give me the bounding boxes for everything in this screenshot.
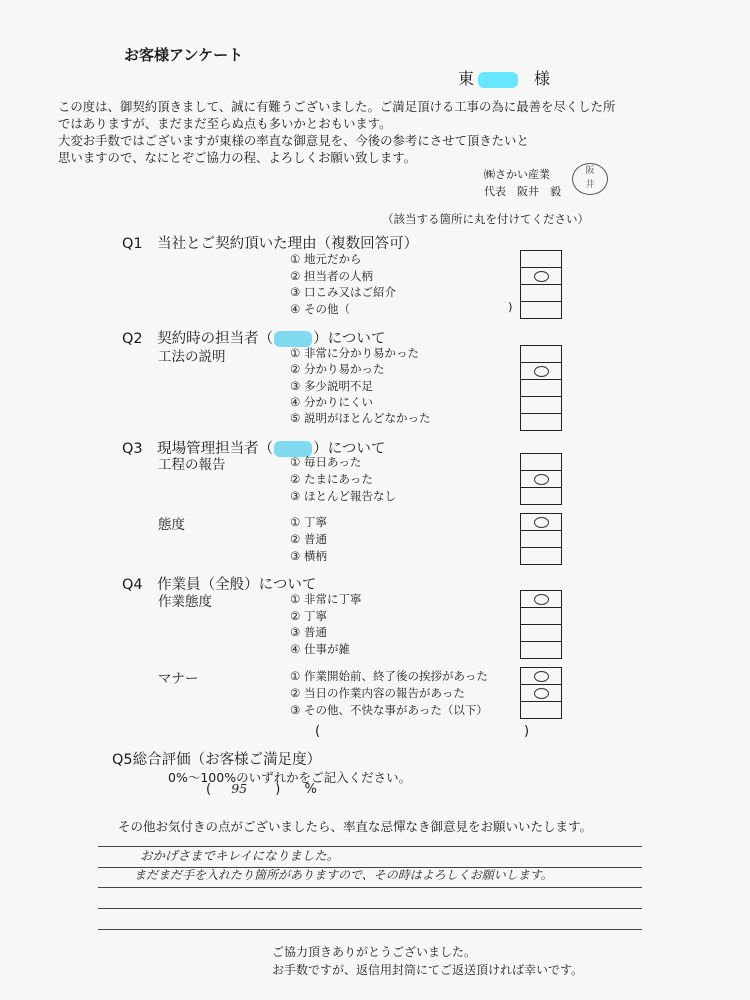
answer-cell[interactable] (521, 268, 561, 285)
answer-cell[interactable] (521, 346, 561, 363)
intro-paragraph (58, 98, 615, 166)
q4-manner-answer-box (520, 667, 562, 719)
q2-options (290, 345, 430, 426)
comment-line (98, 908, 642, 909)
q4-options-manner (290, 668, 488, 719)
q4-subheading-work: 作業態度 (158, 594, 212, 610)
handwritten-comment[interactable]: おかげさまでキレイになりました。 (140, 848, 340, 863)
answer-cell[interactable] (521, 685, 561, 702)
company-name: ㈱さかい産業 (484, 168, 550, 181)
q3-heading-part: Q3 現場管理担当者（ (122, 441, 274, 457)
comment-line (98, 929, 642, 930)
q4-heading: Q4 作業員（全般）について (122, 577, 317, 593)
answer-cell[interactable] (521, 414, 561, 430)
q1-option: ③ 口こみ又はご紹介 (290, 285, 396, 299)
circle-mark (534, 271, 549, 282)
answer-cell[interactable] (521, 397, 561, 414)
q2-subheading: 工法の説明 (158, 349, 226, 365)
q3-option: ② たまにあった (290, 472, 373, 486)
q5-answer (206, 781, 317, 797)
answer-cell[interactable] (521, 380, 561, 397)
q4-option: ④ 仕事が雑 (290, 641, 350, 656)
q4-option: ③ その他、不快な事があった（以下） (290, 703, 488, 717)
comments-prompt: その他お気付きの点がございましたら、率直な忌憚なき御意見をお願いいたします。 (118, 819, 593, 834)
q2-option: ⑤ 説明がほとんどなかった (290, 411, 431, 426)
recipient-line (458, 66, 550, 89)
answer-cell[interactable] (521, 625, 561, 642)
q4-option: ② 丁寧 (290, 608, 327, 623)
redacted-name (478, 72, 518, 88)
footer-thanks: ご協力頂きありがとうございました。 (272, 945, 477, 959)
circle-mark (534, 517, 549, 528)
circle-mark (534, 688, 549, 699)
answer-cell[interactable] (521, 591, 561, 608)
q3-subheading-progress: 工程の報告 (158, 457, 226, 473)
q4-option: ① 作業開始前、終了後の挨拶があった (290, 669, 488, 683)
intro-line: この度は、御契約頂きまして、誠に有難うございました。ご満足頂ける工事の為に最善を尽くした所 (58, 99, 616, 114)
answer-cell[interactable] (521, 531, 561, 548)
q3-option: ① 毎日あった (290, 455, 362, 469)
q5-value[interactable]: 95 (231, 781, 248, 796)
answer-cell[interactable] (521, 471, 561, 488)
intro-line: 大変お手数ではございますが東様の率直な御意見を、今後の参考にさせて頂きたいと (58, 133, 529, 148)
q5-paren-open: ( (206, 782, 212, 797)
q1-options (290, 251, 396, 317)
q4-work-answer-box (520, 590, 562, 659)
q5-paren-close: ) (275, 782, 281, 797)
answer-cell[interactable] (521, 702, 561, 718)
q3-option: ③ 横柄 (290, 549, 327, 563)
q4-option: ③ 普通 (290, 625, 327, 639)
q3-progress-answer-box (520, 453, 562, 505)
q2-option: ② 分かり易かった (290, 362, 385, 377)
q1-option: ④ その他（ (290, 301, 350, 316)
q3-options-attitude (290, 514, 327, 565)
q5-heading: Q5総合評価（お客様ご満足度） (112, 752, 322, 768)
instruction-note: （該当する箇所に丸を付けてください） (382, 212, 589, 226)
q5-instruction: 0%～100%のいずれかをご記入ください。 (168, 770, 412, 785)
intro-line: ではありますが、まだまだ至らぬ点も多いかとおもいます。 (58, 116, 392, 131)
company-seal-stamp: 阪 井 (572, 163, 608, 195)
circle-mark (534, 474, 549, 485)
answer-cell[interactable] (521, 514, 561, 531)
q4-subheading-manner: マナー (158, 671, 199, 687)
answer-cell[interactable] (521, 488, 561, 504)
company-representative: 代表 阪井 毅 (484, 185, 561, 198)
q2-option: ③ 多少説明不足 (290, 378, 373, 393)
q3-options-progress (290, 454, 396, 505)
q1-paren-close: ) (508, 300, 513, 314)
q2-heading-part: Q2 契約時の担当者（ (122, 331, 274, 347)
answer-cell[interactable] (521, 454, 561, 471)
q4-options-work (290, 591, 361, 657)
circle-mark (534, 366, 549, 377)
q1-heading: Q1 当社とご契約頂いた理由（複数回答可） (122, 236, 419, 252)
handwritten-comment[interactable]: まだまだ手を入れたり箇所がありますので、その時はよろしくお願いします。 (134, 868, 553, 882)
q4-other-paren-close: ) (524, 724, 530, 739)
circle-mark (534, 594, 549, 605)
q3-option: ③ ほとんど報告なし (290, 489, 396, 503)
q5-unit: % (304, 782, 317, 797)
recipient-prefix: 東 (458, 69, 475, 88)
answer-cell[interactable] (521, 251, 561, 268)
intro-line: 思いますので、なにとぞご協力の程、よろしくお願い致します。 (58, 150, 417, 165)
q2-option: ① 非常に分かり易かった (290, 346, 419, 360)
answer-cell[interactable] (521, 642, 561, 658)
company-block (484, 166, 561, 200)
answer-cell[interactable] (521, 668, 561, 685)
q3-heading-part: ）について (313, 441, 386, 457)
q1-option: ① 地元だから (290, 252, 362, 266)
answer-cell[interactable] (521, 285, 561, 302)
q1-option: ② 担当者の人柄 (290, 268, 373, 283)
q2-option: ④ 分かりにくい (290, 394, 373, 409)
q4-option: ① 非常に丁寧 (290, 592, 362, 606)
q3-subheading-attitude: 態度 (158, 517, 185, 533)
footer-return-note: お手数ですが、返信用封筒にてご返送頂ければ幸いです。 (272, 963, 584, 977)
answer-cell[interactable] (521, 548, 561, 564)
q1-answer-box (520, 250, 562, 319)
comment-line (98, 887, 642, 888)
q2-heading-part: ）について (313, 331, 386, 347)
q4-option: ② 当日の作業内容の報告があった (290, 686, 465, 700)
q2-answer-box (520, 345, 562, 431)
page-title: お客様アンケート (124, 46, 244, 64)
q4-other-paren-open: ( (315, 724, 321, 739)
answer-cell[interactable] (521, 608, 561, 625)
q3-attitude-answer-box (520, 513, 562, 565)
circle-mark (534, 671, 549, 682)
answer-cell[interactable] (521, 302, 561, 318)
q3-option: ② 普通 (290, 532, 327, 546)
q3-option: ① 丁寧 (290, 515, 327, 529)
answer-cell[interactable] (521, 363, 561, 380)
recipient-suffix: 様 (534, 69, 551, 88)
